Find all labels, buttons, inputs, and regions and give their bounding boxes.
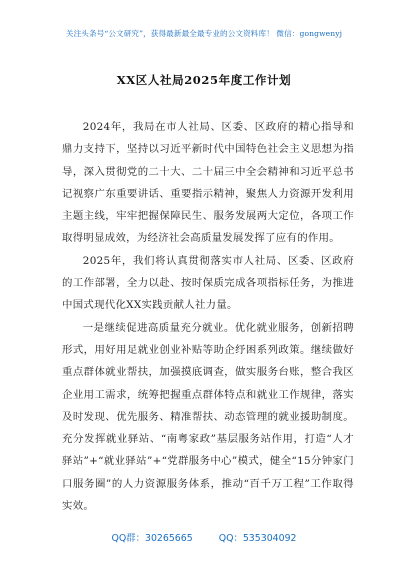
document-body <box>62 116 354 517</box>
footer-qq-group: QQ群：30265665 <box>111 533 193 544</box>
paragraph-summary-2024: 2024年，我局在市人社局、区委、区政府的精心指导和鼎力支持下，坚持以习近平新时代中国特色社会主义思想为指导，深入贯彻党的二十大、二十届三中全会精神和习近平总书记视察广东重要讲话、重要指示精神，聚焦人力资源开发利用主题主线，牢牢把握保障民生、服务发展两大定位，各项工作取得明显成效，为经济社会高质量发展发挥了应有的作用。 <box>62 121 354 245</box>
paragraph-plan-2025: 2025年，我们将认真贯彻落实市人社局、区委、区政府的工作部署，全力以赴、按时保质完成各项指标任务，为推进中国式现代化XX实践贡献人社力量。 <box>62 254 354 312</box>
footer-qq-number: QQ：535304092 <box>218 533 297 544</box>
document-title: XX区人社局2025年度工作计划 <box>116 73 292 87</box>
paragraph-employment: 一是继续促进高质量充分就业。优化就业服务，创新招聘形式，用好用足就业创业补贴等助企纾困系列政策。继续做好重点群体就业帮扶，加强摸底调查，做实服务台账，整合我区企业用工需求，统筹把握重点群体特点和就业工作规律，落实及时发现、优先服务、精准帮扶、动态管理的就业援助制度。充分发挥就业驿站、“南粤家政”基层服务站作用，打造“人才驿站”+“就业驿站”+“党群服务中心”模式，健全“15分钟家门口服务圈”的人力资源服务体系，推动“百千万工程”工作取得实效。 <box>62 321 354 513</box>
footer-contact <box>0 530 408 544</box>
header-promo-note: 关注头条号“公文研究”，获得最新最全最专业的公文资料库！ 微信：gongwenyj <box>65 29 343 38</box>
